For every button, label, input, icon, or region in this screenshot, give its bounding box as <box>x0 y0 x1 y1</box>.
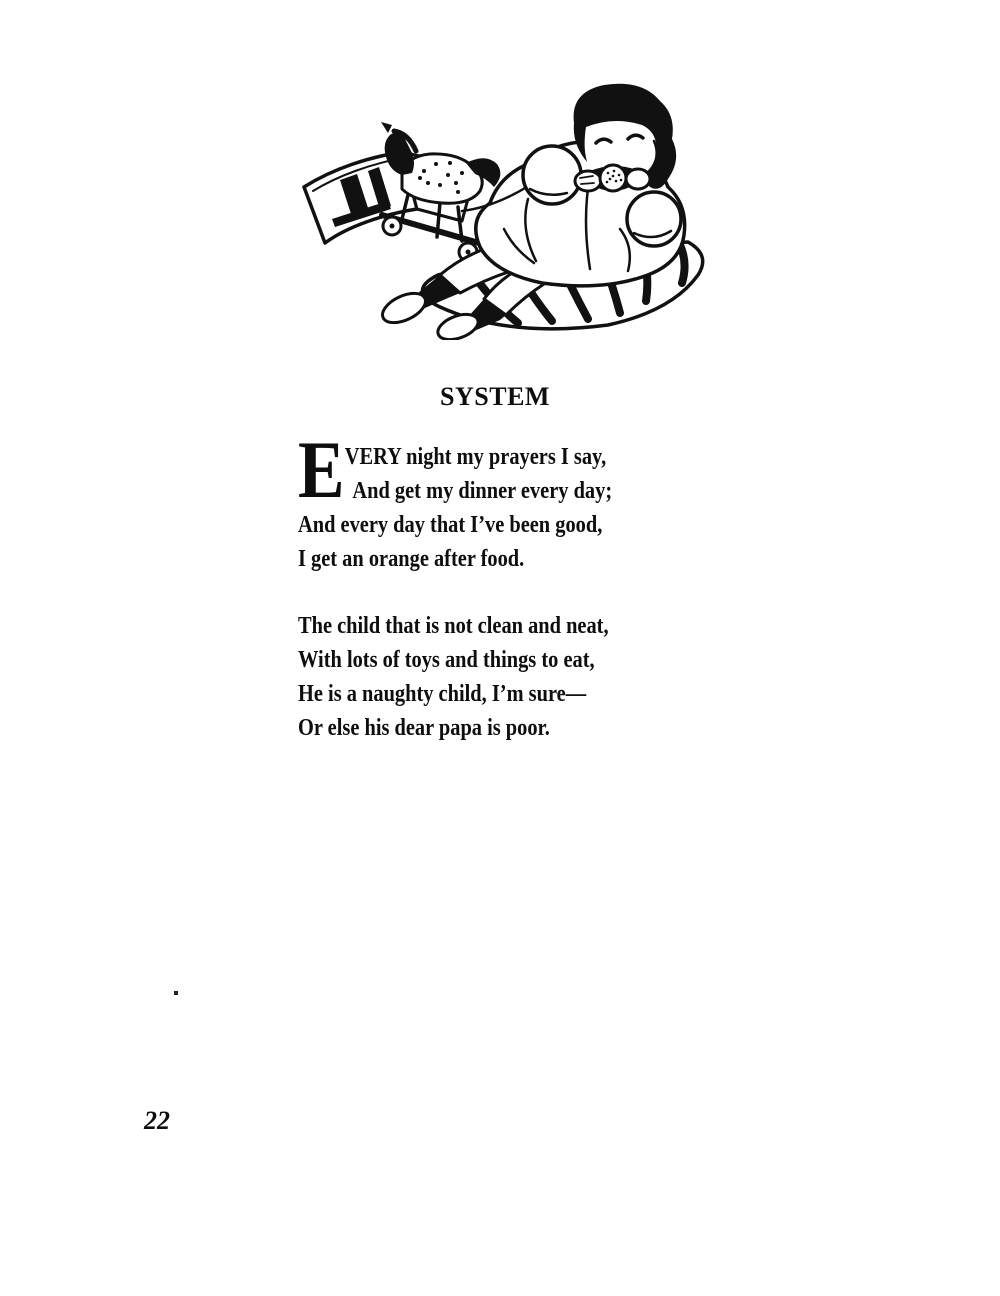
poem-line: With lots of toys and things to eat, <box>298 647 595 673</box>
poem-stanza-1 <box>298 424 740 576</box>
drop-cap-letter: E <box>298 424 345 515</box>
poem-line: And get my dinner every day; <box>352 478 613 504</box>
poem-line: The child that is not clean and neat, <box>298 613 609 639</box>
poem-line: He is a naughty child, I’m sure— <box>298 681 587 707</box>
page-number: 22 <box>144 1106 170 1135</box>
illustration-child-eating-orange <box>290 78 710 340</box>
poem-line: And every day that I’ve been good, <box>298 512 603 538</box>
poem-line: I get an orange after food. <box>298 546 525 572</box>
print-speck <box>174 991 178 995</box>
poem-stanza-2 <box>298 609 740 745</box>
poem-title: SYSTEM <box>440 382 550 411</box>
poem-text <box>298 424 740 745</box>
orange-fruit <box>600 165 626 191</box>
poem-line: Or else his dear papa is poor. <box>298 715 550 741</box>
poem-line: VERY night my prayers I say, <box>344 444 607 470</box>
